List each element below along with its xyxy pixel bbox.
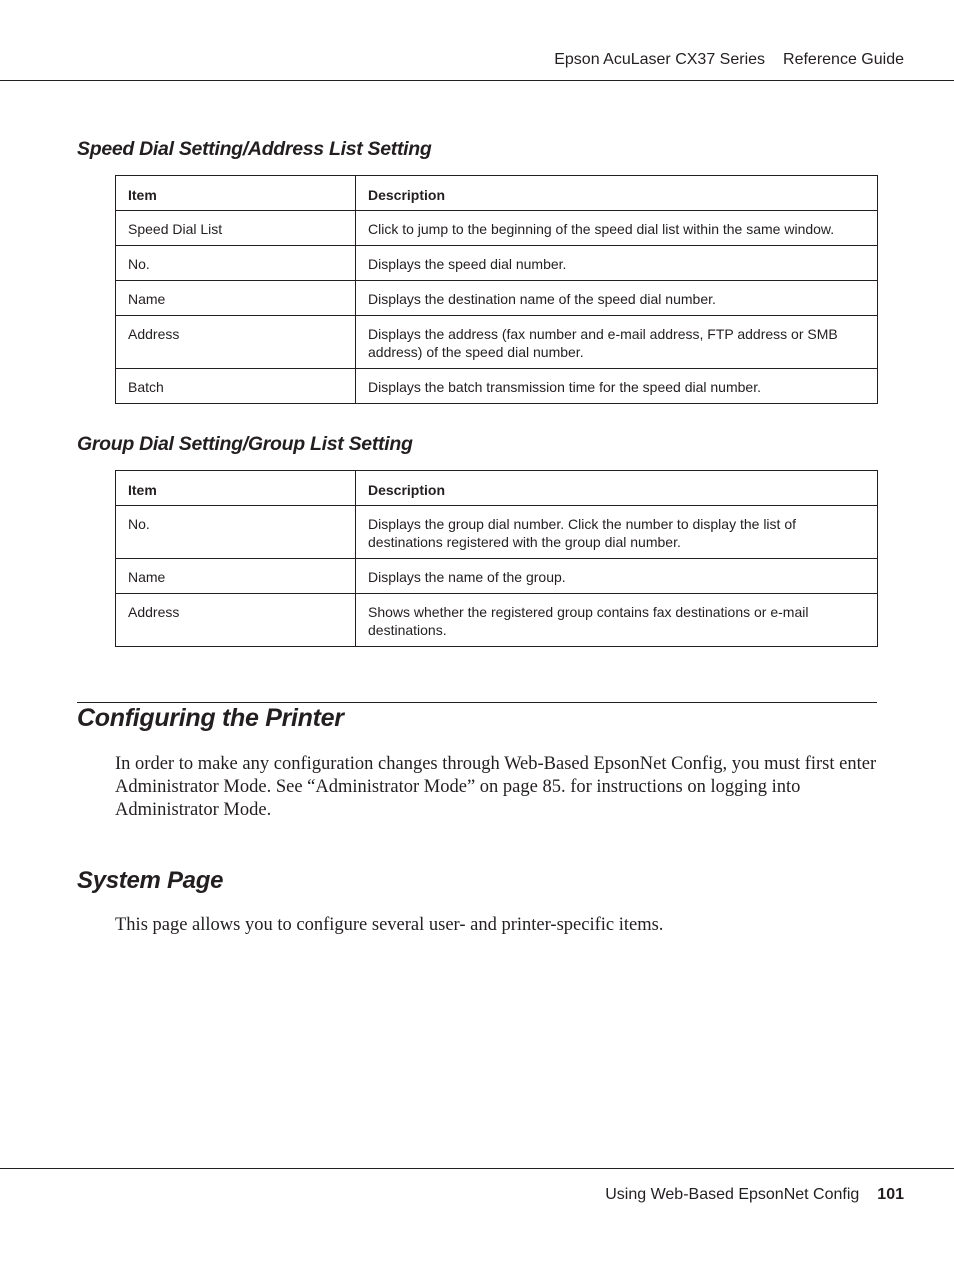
item-cell: No. bbox=[116, 506, 356, 559]
item-cell: Batch bbox=[116, 369, 356, 404]
configuring-heading: Configuring the Printer bbox=[77, 704, 344, 732]
item-cell: Address bbox=[116, 316, 356, 369]
description-cell: Displays the batch transmission time for the speed dial number. bbox=[356, 369, 878, 404]
table-row bbox=[116, 281, 878, 316]
table-header-row bbox=[116, 471, 878, 506]
column-header: Item bbox=[116, 176, 356, 211]
header-rule bbox=[0, 80, 954, 81]
system-page-heading: System Page bbox=[77, 867, 224, 894]
product-name: Epson AcuLaser CX37 Series bbox=[554, 51, 766, 68]
table-row bbox=[116, 594, 878, 647]
table-row bbox=[116, 506, 878, 559]
description-cell: Displays the group dial number. Click the number to display the list of destinations registered with the group dial number. bbox=[356, 506, 878, 559]
column-header: Item bbox=[116, 471, 356, 506]
table-row bbox=[116, 211, 878, 246]
footer-rule bbox=[0, 1168, 954, 1169]
item-cell: Name bbox=[116, 281, 356, 316]
table-row bbox=[116, 316, 878, 369]
description-cell: Click to jump to the beginning of the speed dial list within the same window. bbox=[356, 211, 878, 246]
system-page-body: This page allows you to configure several user- and printer-specific items. bbox=[115, 915, 664, 935]
item-cell: Address bbox=[116, 594, 356, 647]
item-cell: Name bbox=[116, 559, 356, 594]
table-row bbox=[116, 246, 878, 281]
speed-dial-table bbox=[115, 175, 878, 404]
table-header-row bbox=[116, 176, 878, 211]
description-cell: Displays the speed dial number. bbox=[356, 246, 878, 281]
item-cell: Speed Dial List bbox=[116, 211, 356, 246]
description-cell: Displays the destination name of the speed dial number. bbox=[356, 281, 878, 316]
table-row bbox=[116, 369, 878, 404]
guide-name: Reference Guide bbox=[783, 51, 904, 68]
running-footer bbox=[605, 1186, 904, 1204]
group-dial-table bbox=[115, 470, 878, 647]
table-row bbox=[116, 559, 878, 594]
chapter-title: Using Web-Based EpsonNet Config bbox=[605, 1186, 860, 1203]
item-cell: No. bbox=[116, 246, 356, 281]
speed-dial-heading: Speed Dial Setting/Address List Setting bbox=[77, 138, 432, 160]
column-header: Description bbox=[356, 471, 878, 506]
column-header: Description bbox=[356, 176, 878, 211]
running-header bbox=[554, 51, 904, 69]
description-cell: Displays the name of the group. bbox=[356, 559, 878, 594]
configuring-body: In order to make any configuration changes through Web-Based EpsonNet Config, you must first enter Administrator Mode. See “Administrator Mode” on page 85. for instructions on logging into Administrator Mode. bbox=[115, 754, 877, 820]
group-dial-heading: Group Dial Setting/Group List Setting bbox=[77, 433, 413, 455]
page-number: 101 bbox=[877, 1186, 904, 1203]
description-cell: Shows whether the registered group contains fax destinations or e-mail destinations. bbox=[356, 594, 878, 647]
description-cell: Displays the address (fax number and e-mail address, FTP address or SMB address) of the speed dial number. bbox=[356, 316, 878, 369]
section-rule bbox=[77, 702, 877, 703]
